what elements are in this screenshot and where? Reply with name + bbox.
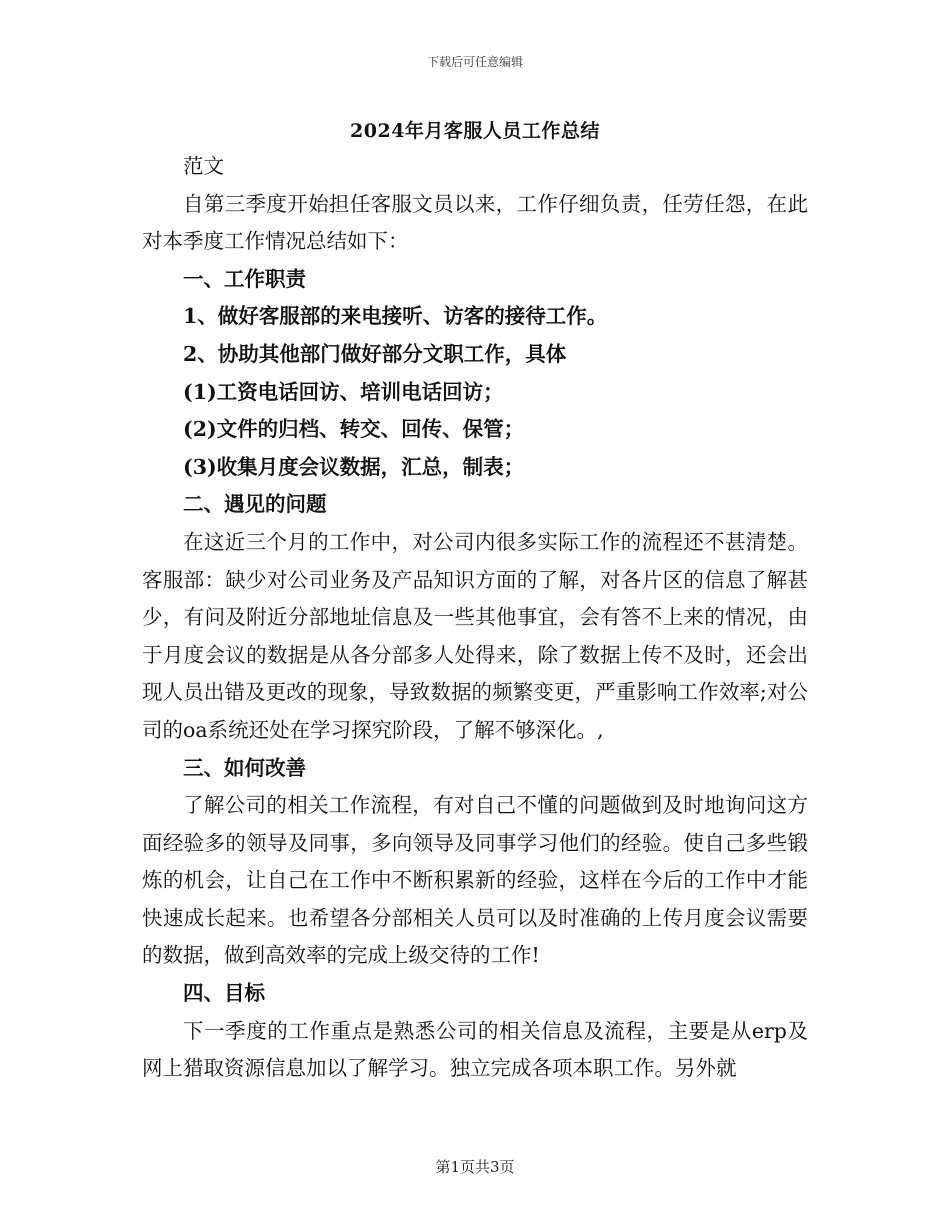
- section-heading-duties: 一、工作职责: [183, 266, 306, 291]
- section-heading-problems: 二、遇见的问题: [183, 492, 327, 517]
- improvement-paragraph: 了解公司的相关工作流程，有对自己不懂的问题做到及时地询问这方面经验多的领导及同事，多向领导及同事学习他们的经验。使自己多些锻炼的机会，让自己在工作中不断积累新的经验，这样在今后的工作中才能快速成长起来。也希望各分部相关人员可以及时准确的上传月度会议需要的数据，做到高效率的完成上级交待的工作!: [142, 793, 808, 968]
- subtitle-paragraph: 范文: [183, 154, 224, 178]
- duty-item-2: 2、协助其他部门做好部分文职工作，具体: [183, 341, 567, 366]
- duty-subitem-2: (2)文件的归档、转交、回传、保管；: [183, 417, 525, 442]
- document-title: 2024年月客服人员工作总结: [350, 120, 600, 142]
- document-body: [142, 148, 808, 1088]
- problems-paragraph: 在这近三个月的工作中，对公司内很多实际工作的流程还不甚清楚。客服部：缺少对公司业务及产品知识方面的了解，对各片区的信息了解甚少，有问及附近分部地址信息及一些其他事宜，会有答不上来的情况，由于月度会议的数据是从各分部多人处得来，除了数据上传不及时，还会出现人员出错及更改的现象，导致数据的频繁变更，严重影响工作效率;对公司的oa系统还处在学习探究阶段，了解不够深化。,: [142, 529, 808, 742]
- intro-paragraph: 自第三季度开始担任客服文员以来，工作仔细负责，任劳任怨，在此对本季度工作情况总结如下：: [142, 191, 808, 254]
- page-number: 第1页共3页: [435, 1158, 515, 1176]
- section-heading-improvement: 三、如何改善: [183, 755, 306, 780]
- section-heading-goals: 四、目标: [183, 981, 265, 1006]
- header-note: 下载后可任意编辑: [426, 55, 523, 69]
- duty-subitem-1: (1)工资电话回访、培训电话回访；: [183, 379, 504, 404]
- duty-subitem-3: (3)收集月度会议数据，汇总，制表；: [183, 454, 525, 479]
- duty-item-1: 1、做好客服部的来电接听、访客的接待工作。: [183, 304, 608, 329]
- goals-paragraph: 下一季度的工作重点是熟悉公司的相关信息及流程，主要是从erp及网上猎取资源信息加以了解学习。独立完成各项本职工作。另外就: [142, 1018, 808, 1081]
